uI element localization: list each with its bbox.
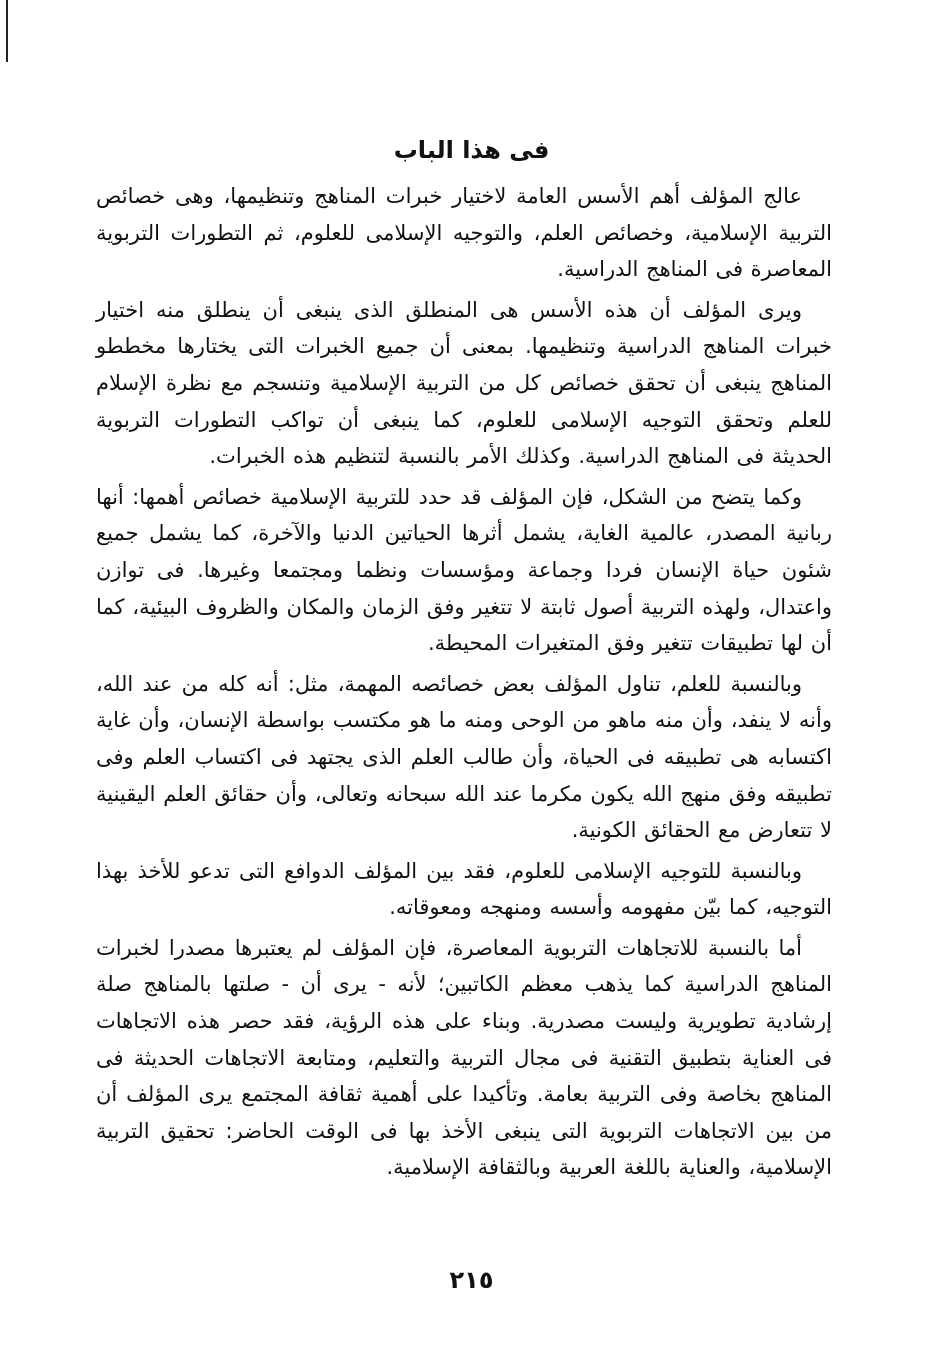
page-number: ٢١٥ bbox=[449, 1266, 494, 1294]
paragraph-2: ويرى المؤلف أن هذه الأسس هى المنطلق الذى ينبغى أن ينطلق منه اختيار خبرات المناهج الدراسية وتنظيمها. بمعنى أن جميع الخبرات التى يختارها مخططو المناهج ينبغى أن تحقق خصائص كل من التربية الإسلامية وتنسجم مع نظرة الإسلام للعلم وتحقق التوجيه الإسلامى للعلوم، كما ينبغى أن تواكب التطورات التربوية الحديثة فى المناهج الدراسية. وكذلك الأمر بالنسبة لتنظيم هذه الخبرات. bbox=[96, 297, 832, 469]
paragraph-1: عالج المؤلف أهم الأسس العامة لاختيار خبرات المناهج وتنظيمها، وهى خصائص التربية الإسلامية، وخصائص العلم، والتوجيه الإسلامى للعلوم، ثم التطورات التربوية المعاصرة فى المناهج الدراسية. bbox=[96, 184, 832, 282]
section-heading: فى هذا الباب bbox=[393, 136, 550, 164]
paragraph-3: وكما يتضح من الشكل، فإن المؤلف قد حدد للتربية الإسلامية خصائص أهمها: أنها ربانية المصدر، عالمية الغاية، يشمل أثرها الحياتين الدنيا والآخرة، كما يشمل جميع شئون حياة الإنسان فردا وجماعة ومؤسسات ونظما ومجتمعا وغيرها. فى توازن واعتدال، ولهذه التربية أصول ثابتة لا تتغير وفق الزمان والمكان والظروف البيئية، كما أن لها تطبيقات تتغير وفق المتغيرات المحيطة. bbox=[96, 484, 832, 656]
body-text bbox=[96, 178, 832, 1190]
paragraph-5: وبالنسبة للتوجيه الإسلامى للعلوم، فقد بين المؤلف الدوافع التى تدعو للأخذ بهذا التوجيه، كما بيّن مفهومه وأسسه ومنهجه ومعوقاته. bbox=[96, 858, 832, 920]
scan-edge-line bbox=[6, 0, 8, 62]
paragraph-6: أما بالنسبة للاتجاهات التربوية المعاصرة، فإن المؤلف لم يعتبرها مصدرا لخبرات المناهج الدراسية كما يذهب معظم الكاتبين؛ لأنه - يرى أن - صلتها بالمناهج صلة إرشادية تطويرية وليست مصدرية. وبناء على هذه الرؤية، فقد حصر هذه الاتجاهات فى العناية بتطبيق التقنية فى مجال التربية والتعليم، ومتابعة الاتجاهات الحديثة فى المناهج بخاصة وفى التربية بعامة. وتأكيدا على أهمية ثقافة المجتمع يرى المؤلف أن من بين الاتجاهات التربوية التى ينبغى الأخذ بها فى الوقت الحاضر: تحقيق التربية الإسلامية، والعناية باللغة العربية وبالثقافة الإسلامية. bbox=[96, 935, 832, 1180]
paragraph-4: وبالنسبة للعلم، تناول المؤلف بعض خصائصه المهمة، مثل: أنه كله من عند الله، وأنه لا ينفد، وأن منه ماهو من الوحى ومنه ما هو مكتسب بواسطة الإنسان، وأن غاية اكتسابه هى تطبيقه فى الحياة، وأن طالب العلم الذى يجتهد فى اكتساب العلم وفى تطبيقه وفق منهج الله يكون مكرما عند الله سبحانه وتعالى، وأن حقائق العلم اليقينية لا تتعارض مع الحقائق الكونية. bbox=[96, 671, 832, 843]
